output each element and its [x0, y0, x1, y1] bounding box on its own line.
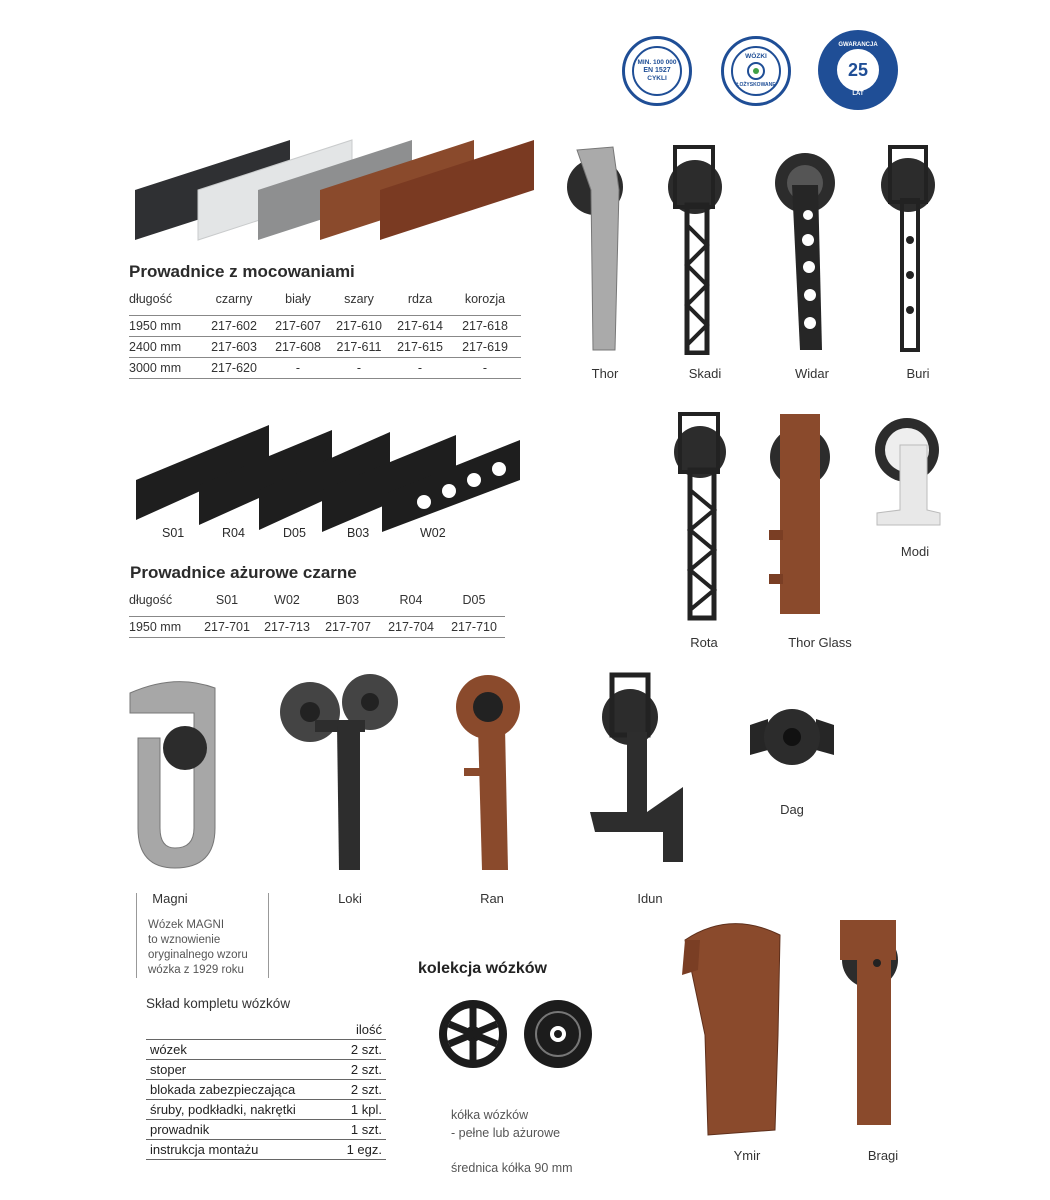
table-cell: 217-607: [269, 316, 327, 337]
openwork-label-s01: S01: [162, 526, 185, 540]
table-cell: 3000 mm: [129, 358, 199, 379]
product-label-ran: Ran: [480, 891, 504, 906]
openwork-title: Prowadnice ażurowe czarne: [130, 563, 357, 582]
openwork-header-row: [129, 589, 505, 617]
product-label-dag: Dag: [780, 802, 804, 817]
product-label-widar: Widar: [795, 366, 829, 381]
table-cell: -: [269, 358, 327, 379]
badge-warranty-bottom: LAT: [852, 91, 864, 97]
badge-bearing: [721, 36, 791, 106]
rails-th: długość: [129, 292, 173, 306]
table-cell: 217-610: [327, 316, 391, 337]
thor-image: [565, 145, 635, 355]
bearing-icon: [746, 61, 766, 81]
table-row: [129, 617, 505, 638]
product-label-skadi: Skadi: [688, 366, 722, 381]
collection-title: kolekcja wózków: [418, 960, 547, 977]
bragi-image: [835, 915, 905, 1130]
rails-header-row: [129, 288, 521, 316]
product-label-rota: Rota: [690, 635, 718, 650]
badge-warranty-top: GWARANCJA: [838, 42, 878, 48]
openwork-rails-image: [134, 420, 524, 535]
skadi-image: [665, 145, 725, 355]
table-row: [146, 1100, 386, 1120]
badge-cycles-mid: EN 1527: [643, 67, 671, 74]
openwork-label-d05: D05: [283, 526, 306, 540]
badge-cycles-top: MIN. 100 000: [637, 59, 677, 66]
openwork-th: S01: [215, 593, 239, 607]
table-row: [129, 337, 521, 358]
ran-image: [450, 672, 530, 872]
kit-qty: 1 szt.: [333, 1120, 386, 1140]
table-cell: 2400 mm: [129, 337, 199, 358]
rails-th: rdza: [407, 292, 433, 306]
table-cell: 1950 mm: [129, 617, 197, 638]
kit-table: [146, 1020, 386, 1160]
thor-glass-image: [765, 412, 835, 622]
kit-item: prowadnik: [146, 1120, 333, 1140]
loki-image: [275, 670, 405, 875]
badge-warranty-num: 25: [847, 60, 869, 80]
badge-bearing-bottom: ŁOŻYSKOWANE: [736, 82, 776, 88]
product-label-thor: Thor: [591, 366, 619, 381]
magni-note: [148, 918, 268, 978]
table-row: [129, 316, 521, 337]
table-cell: 217-602: [199, 316, 269, 337]
kit-qty: 1 kpl.: [333, 1100, 386, 1120]
kit-item: stoper: [146, 1060, 333, 1080]
table-cell: 217-618: [449, 316, 521, 337]
table-row: [146, 1120, 386, 1140]
kit-qty: 2 szt.: [333, 1080, 386, 1100]
product-label-loki: Loki: [338, 891, 362, 906]
magni-note-line: wózka z 1929 roku: [148, 964, 244, 976]
table-cell: 217-619: [449, 337, 521, 358]
rails-table: [129, 288, 521, 379]
badge-cycles: [622, 36, 692, 106]
openwork-label-r04: R04: [222, 526, 245, 540]
product-label-bragi: Bragi: [867, 1148, 899, 1163]
table-row: [146, 1060, 386, 1080]
kit-item: blokada zabezpieczająca: [146, 1080, 333, 1100]
product-label-buri: Buri: [906, 366, 930, 381]
table-cell: 217-611: [327, 337, 391, 358]
rails-th: korozja: [464, 292, 506, 306]
table-row: [146, 1040, 386, 1060]
openwork-th: B03: [336, 593, 360, 607]
table-cell: 1950 mm: [129, 316, 199, 337]
table-cell: 217-608: [269, 337, 327, 358]
rail-samples-image: [130, 135, 540, 245]
rota-image: [670, 412, 730, 622]
product-label-ymir: Ymir: [733, 1148, 761, 1163]
table-cell: 217-701: [197, 617, 257, 638]
table-row: [146, 1140, 386, 1160]
collection-wheels-line2: - pełne lub ażurowe: [451, 1126, 561, 1140]
openwork-label-w02: W02: [420, 526, 446, 540]
table-cell: 217-615: [391, 337, 449, 358]
table-cell: -: [391, 358, 449, 379]
magni-note-line: Wózek MAGNI: [148, 919, 225, 931]
badge-cycles-bottom: CYKLI: [647, 75, 667, 82]
openwork-th: W02: [274, 593, 300, 607]
modi-image: [872, 415, 942, 530]
table-row: [129, 358, 521, 379]
magni-image: [120, 678, 230, 873]
table-cell: 217-710: [443, 617, 505, 638]
widar-image: [770, 145, 840, 355]
kit-qty: 1 egz.: [333, 1140, 386, 1160]
table-cell: 217-707: [317, 617, 379, 638]
wheel-solid-icon: [522, 998, 594, 1070]
badge-warranty: [818, 30, 898, 110]
magni-note-divider-left: [136, 893, 137, 978]
collection-diameter: średnica kółka 90 mm: [451, 1161, 573, 1175]
dag-image: [748, 705, 836, 770]
ymir-image: [680, 915, 785, 1140]
buri-image: [878, 145, 938, 355]
table-cell: -: [327, 358, 391, 379]
kit-item: instrukcja montażu: [146, 1140, 333, 1160]
rails-th: czarny: [215, 292, 253, 306]
idun-image: [585, 672, 685, 867]
collection-wheels-line1: kółka wózków: [451, 1108, 529, 1122]
badge-bearing-top: WÓZKI: [745, 53, 767, 60]
table-cell: 217-704: [379, 617, 443, 638]
openwork-th: D05: [462, 593, 486, 607]
rails-th: szary: [344, 292, 374, 306]
product-label-thor-glass: Thor Glass: [788, 635, 852, 650]
kit-qty: 2 szt.: [333, 1040, 386, 1060]
openwork-th: R04: [399, 593, 423, 607]
rails-th: biały: [285, 292, 311, 306]
kit-item: wózek: [146, 1040, 333, 1060]
wheel-openwork-icon: [437, 998, 509, 1070]
product-label-idun: Idun: [637, 891, 663, 906]
kit-qty-header: ilość: [333, 1020, 386, 1040]
table-cell: -: [449, 358, 521, 379]
table-cell: 217-713: [257, 617, 317, 638]
kit-header-row: [146, 1020, 386, 1040]
table-cell: 217-620: [199, 358, 269, 379]
rails-title: Prowadnice z mocowaniami: [129, 262, 355, 281]
kit-item: śruby, podkładki, nakrętki: [146, 1100, 333, 1120]
magni-note-line: oryginalnego wzoru: [148, 949, 248, 961]
table-cell: 217-603: [199, 337, 269, 358]
magni-note-line: to wznowienie: [148, 934, 221, 946]
openwork-table: [129, 589, 505, 638]
magni-note-divider-right: [268, 893, 269, 978]
product-label-magni: Magni: [152, 891, 188, 906]
table-row: [146, 1080, 386, 1100]
kit-title: Skład kompletu wózków: [146, 996, 291, 1011]
table-cell: 217-614: [391, 316, 449, 337]
kit-qty: 2 szt.: [333, 1060, 386, 1080]
openwork-label-b03: B03: [347, 526, 370, 540]
product-label-modi: Modi: [900, 544, 930, 559]
openwork-th: długość: [129, 593, 173, 607]
